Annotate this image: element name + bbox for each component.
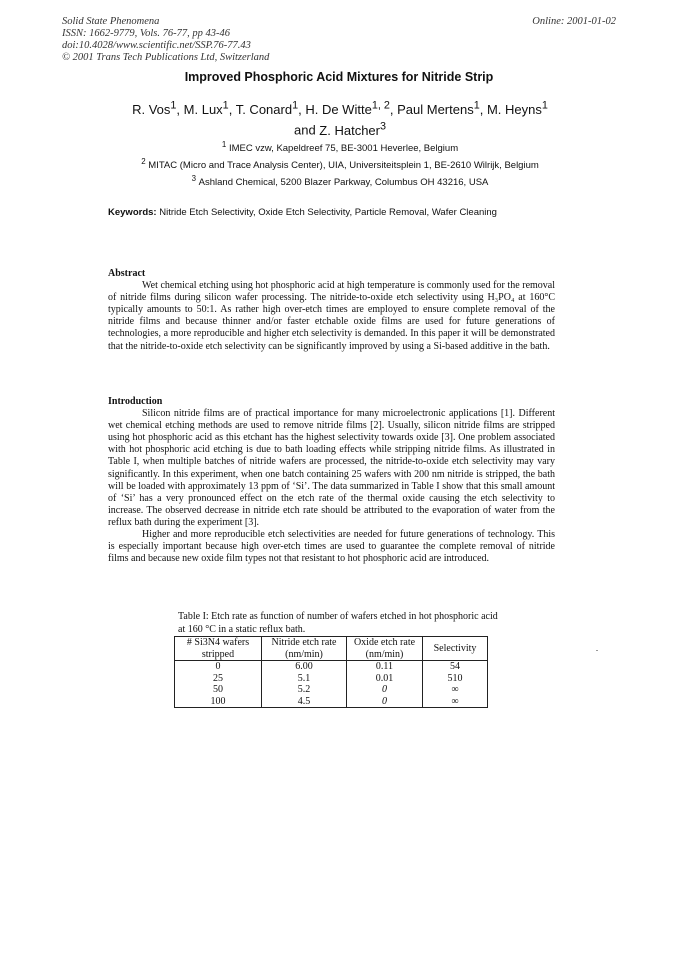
table-caption: Table I: Etch rate as function of number of wafers etched in hot phosphoric acid at 160 °C in a static reflux bath. <box>178 611 498 635</box>
author-list <box>90 98 590 139</box>
column-header: Selectivity <box>423 637 488 661</box>
journal-header <box>62 16 622 64</box>
paper-title: Improved Phosphoric Acid Mixtures for Nitride Strip <box>184 70 494 84</box>
table-cell: 0.01 <box>347 673 423 685</box>
table-cell: 54 <box>423 661 488 673</box>
introduction-section <box>108 396 555 565</box>
table-cell: 0.11 <box>347 661 423 673</box>
introduction-paragraph: Higher and more reproducible etch selectivities are needed for future generations of technology. This is especially important because high over-etch times are used to guarantee the complete removal of nitride films and because new oxide film types not that resistant to hot phosphoric acid are introduced. <box>108 529 555 565</box>
author: Paul Mertens$^1$, <box>397 100 487 118</box>
online-date: Online: 2001-01-02 <box>532 16 616 27</box>
table-row <box>175 673 488 685</box>
issn-line: ISSN: 1662-9779, Vols. 76-77, pp 43-46 <box>62 28 230 39</box>
journal-name: Solid State Phenomena <box>62 16 160 27</box>
column-header: # Si3N4 wafers stripped <box>175 637 262 661</box>
table-cell: 100 <box>175 696 262 708</box>
etch-rate-table <box>174 636 488 708</box>
introduction-paragraph: Silicon nitride films are of practical importance for many microelectronic applications [1]. Different wet chemical etching methods are used to remove nitride films [2]. Usually, silicon nitride films are stripped using hot phosphoric acid as this etchant has the highest selectivity towards oxide [3]. One problem associated with hot phosphoric acid etching is due to bath loading effects while stripping nitride films. As illustrated in Table I, when multiple batches of nitride wafers are processed, the nitride-to-oxide etch selectivity may vary significantly. In this experiment, when one batch containing 25 wafers with 200 nm nitride is stripped, the bath will be loaded with approximately 13 ppm of ‘Si’. The data summarized in Table I show that this small amount of ‘Si’ has a very pronounced effect on the etch rate of the thermal oxide causing the etch selectivity to increase. The observed decrease in nitride etch rate should be attributed to the evaporation of water from the reflux bath during the experiment [3]. <box>108 408 555 528</box>
table-cell: 0 <box>347 684 423 696</box>
table-cell: 0 <box>347 696 423 708</box>
table-row <box>175 684 488 696</box>
table-cell: 0 <box>175 661 262 673</box>
author: M. Lux$^1$, <box>183 100 236 118</box>
copyright-line: © 2001 Trans Tech Publications Ltd, Switzerland <box>62 52 270 63</box>
column-header: Nitride etch rate (nm/min) <box>262 637 347 661</box>
table-cell: 5.2 <box>262 684 347 696</box>
table-cell: 4.5 <box>262 696 347 708</box>
author: T. Conard$^1$, <box>235 100 306 118</box>
table-cell: ∞ <box>423 696 488 708</box>
table-row <box>175 661 488 673</box>
author: M. Heyns$^1$ <box>486 100 548 118</box>
table-cell: 50 <box>175 684 262 696</box>
author: Z. Hatcher$^3$ <box>319 120 387 138</box>
table-cell: ∞ <box>423 684 488 696</box>
doi-line[interactable]: doi:10.4028/www.scientific.net/SSP.76-77.43 <box>62 40 251 51</box>
table-row <box>175 696 488 708</box>
scan-speck <box>596 650 598 651</box>
keywords-text: Nitride Etch Selectivity, Oxide Etch Selectivity, Particle Removal, Wafer Cleaning <box>159 207 497 218</box>
affiliation: $^3$ Ashland Chemical, 5200 Blazer Parkway, Columbus OH 43216, USA <box>191 174 489 189</box>
column-header: Oxide etch rate (nm/min) <box>347 637 423 661</box>
author: R. Vos$^1$, <box>132 100 184 118</box>
abstract-section <box>108 268 555 353</box>
table-cell: 25 <box>175 673 262 685</box>
keywords-label: Keywords: <box>108 207 157 218</box>
author: H. De Witte$^{1, 2}$, <box>305 100 398 118</box>
table-cell: 6.00 <box>262 661 347 673</box>
author-last-prefix: and <box>293 122 320 138</box>
keywords <box>108 207 628 218</box>
abstract-paragraph: Wet chemical etching using hot phosphoric acid at high temperature is commonly used for the removal of nitride films during silicon wafer processing. The nitride-to-oxide etch selectivity using H₃PO₄ at 160°C typically amounts to 50:1. As rather high over-etch times are employed to ensure complete removal of the nitride films and because thinner and/or faster etchable oxide films are used for future generations of technologies, a more reproducible and higher etch selectivity is demanded. In this paper it will be demonstrated that the nitride-to-oxide etch selectivity can be significantly improved by using a Si-based additive in the bath. <box>108 280 555 352</box>
introduction-heading: Introduction <box>108 396 163 407</box>
table-header-row <box>175 637 488 661</box>
affiliation: $^2$ MITAC (Micro and Trace Analysis Center), UIA, Universiteitsplein 1, BE-2610 Wilrijk, Belgium <box>141 157 539 172</box>
affiliation: $^1$ IMEC vzw, Kapeldreef 75, BE-3001 Heverlee, Belgium <box>221 140 459 155</box>
table-cell: 5.1 <box>262 673 347 685</box>
table-cell: 510 <box>423 673 488 685</box>
abstract-heading: Abstract <box>108 268 146 279</box>
